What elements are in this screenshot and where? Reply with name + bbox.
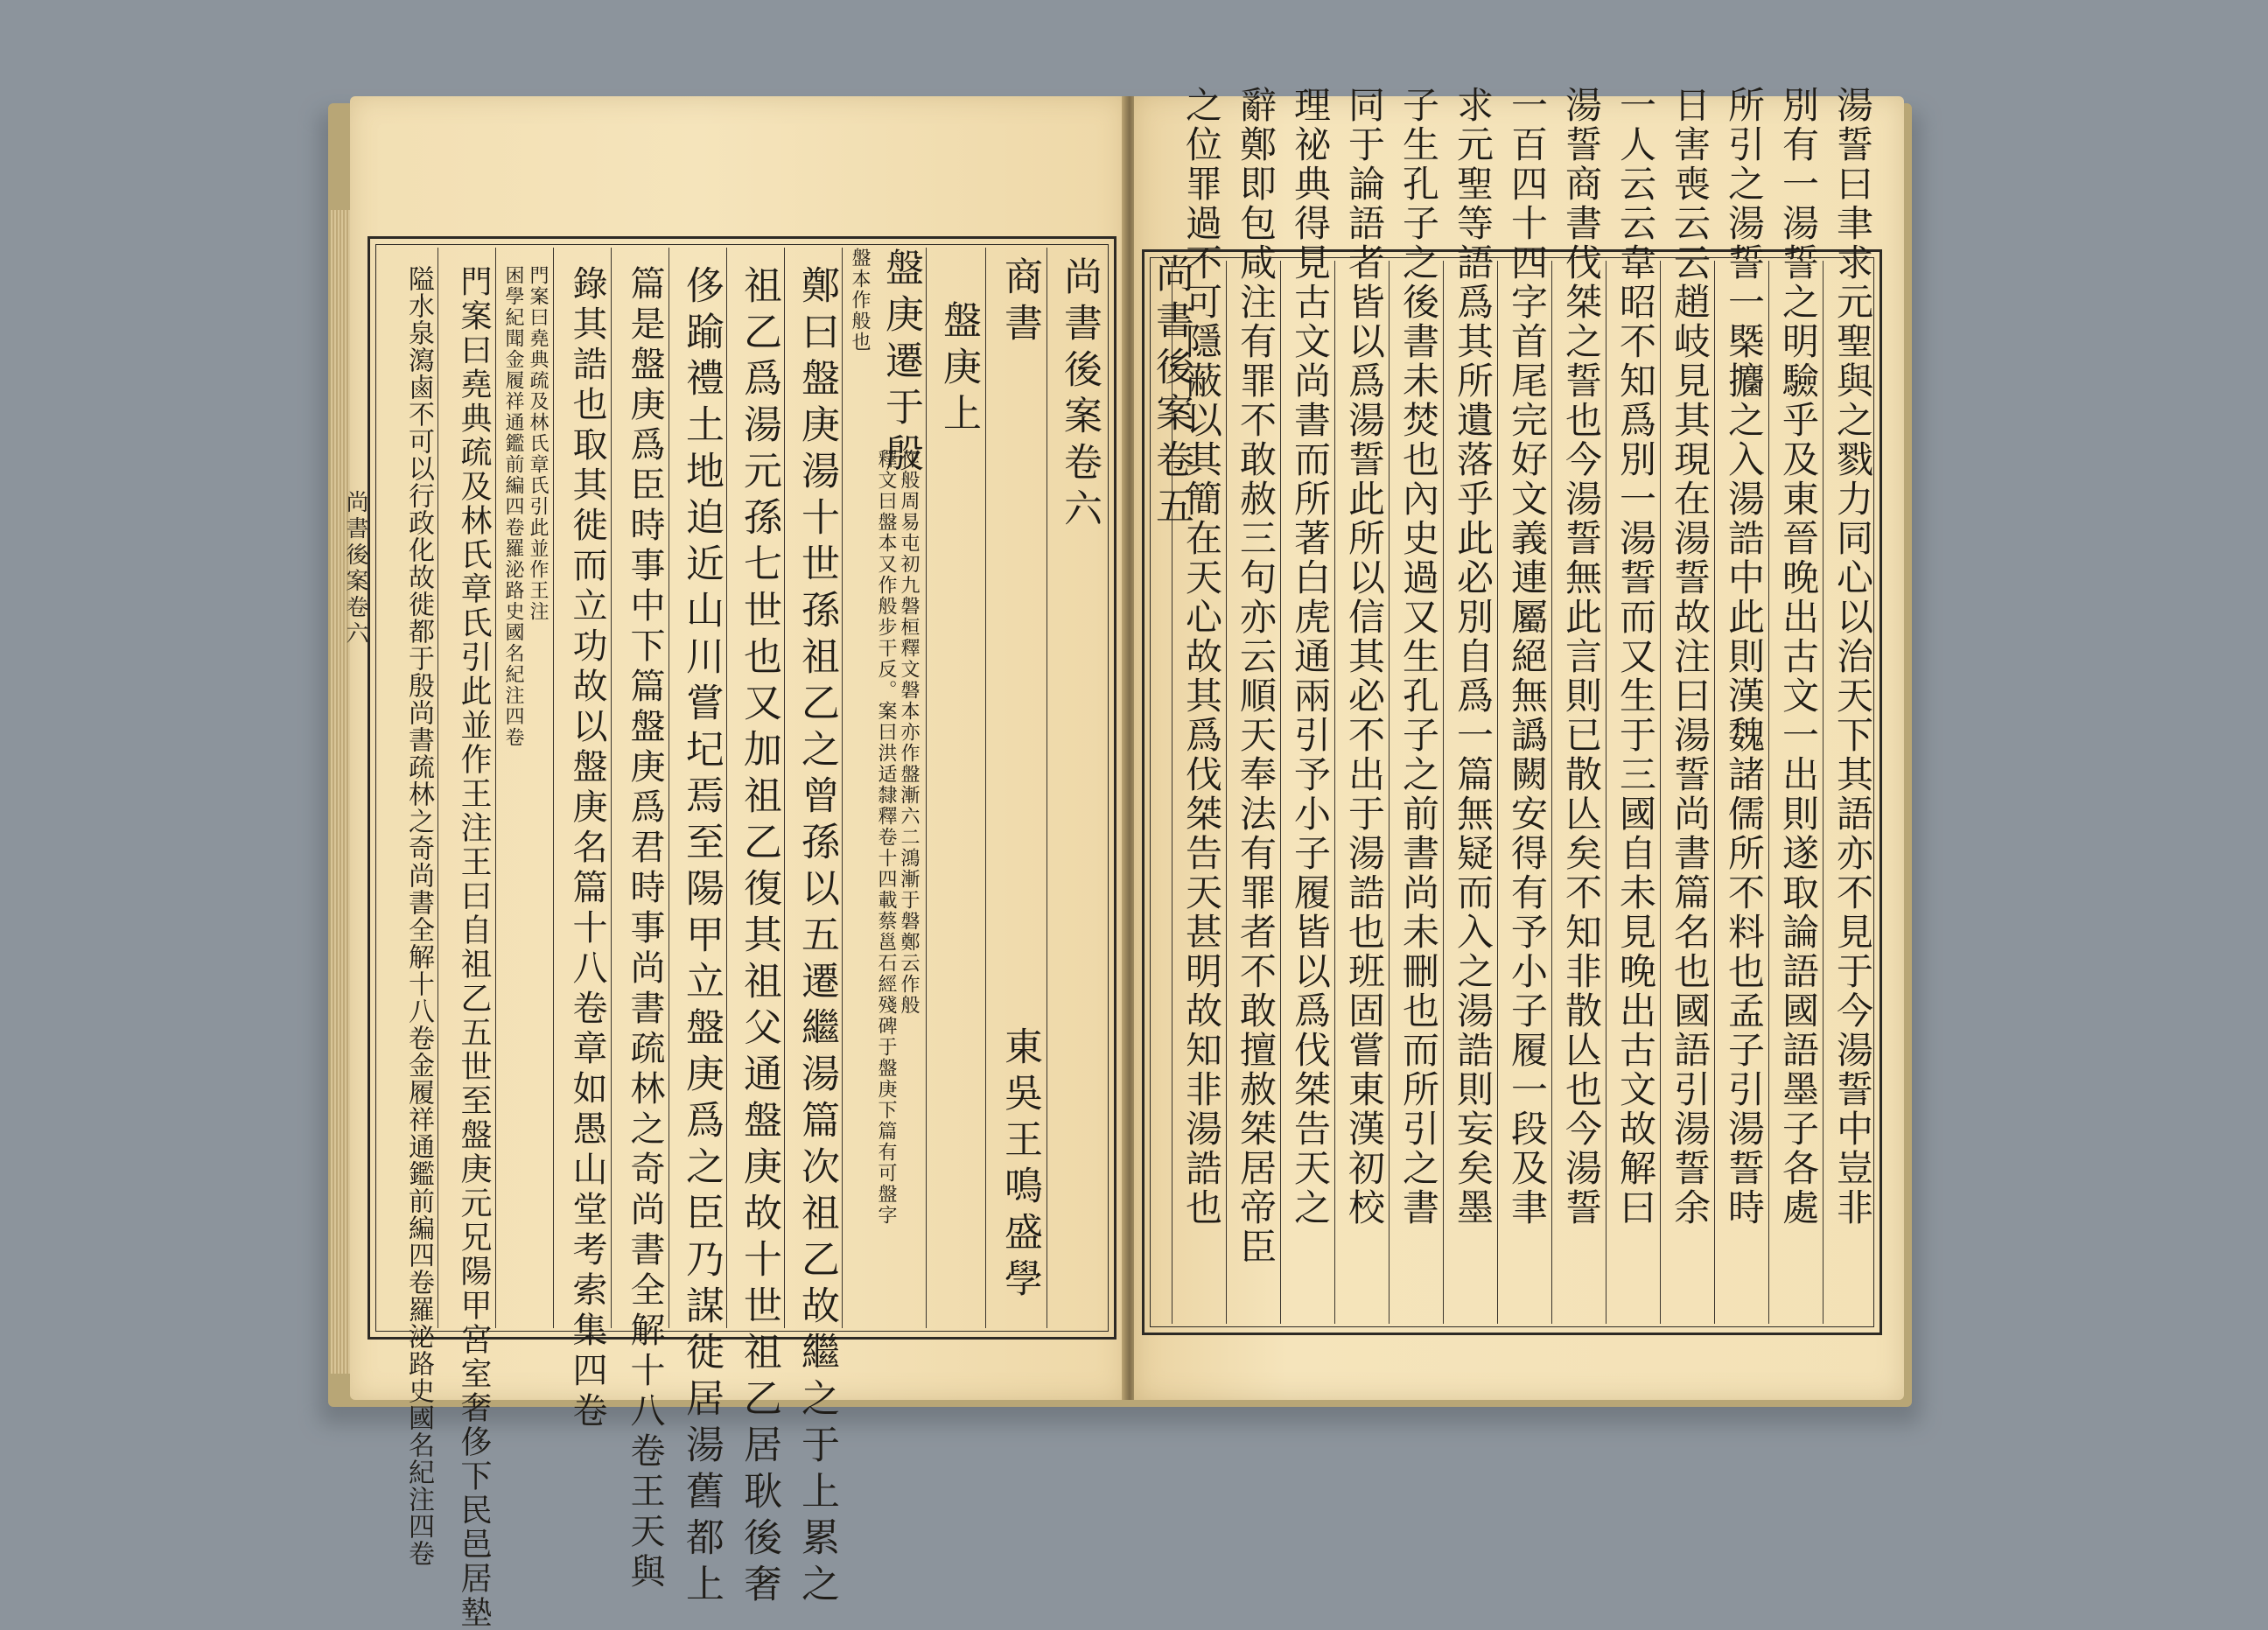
commentary-line: 門案曰堯典疏及林氏章氏引此並作王注王曰自祖乙五世至盤庚元兄陽甲宮室奢侈下民邑居墊: [456, 265, 492, 1630]
side-note: 盤本作般也: [849, 248, 871, 353]
column-rule: [495, 248, 497, 1328]
column-rule: [784, 248, 786, 1328]
right-text-column: 所引之湯誓一槩攟之入湯誥中此則漢魏諸儒所不料也孟子引湯誓時: [1723, 86, 1766, 1228]
column-rule: [1551, 261, 1553, 1324]
margin-note: 困學紀聞金履祥通鑑前編四卷羅泌路史國名紀注四卷: [502, 265, 524, 748]
commentary-line: 鄭曰盤庚湯十世孫祖乙之曾孫以五遷繼湯篇次祖乙故繼之于上累之: [794, 265, 839, 1610]
column-rule: [1389, 261, 1390, 1324]
column-rule: [1497, 261, 1499, 1324]
column-rule: [611, 248, 612, 1328]
right-text-column: 湯誓曰聿求元聖與之戮力同心以治天下其語亦不見于今湯誓中豈非: [1831, 86, 1874, 1228]
right-text-column: 日害喪云云趙岐見其現在湯誓故注曰湯誓尚書篇名也國語引湯誓余: [1669, 86, 1712, 1228]
column-rule: [926, 248, 928, 1328]
left-page-frame: [368, 236, 1116, 1630]
column-rule: [1714, 261, 1716, 1324]
author-line: 東吳王鳴盛學: [998, 1026, 1042, 1305]
column-rule: [1823, 261, 1824, 1324]
left-text-block: [370, 239, 1114, 1630]
column-rule: [842, 248, 844, 1328]
right-text-column: 別有一湯誓之明驗乎及東晉晚出古文一出則遂取論語國語墨子各處: [1777, 86, 1820, 1228]
heading-note-2: 作般周易屯初九磐桓釋文磐本亦作盤漸六二鴻漸于磐鄭云作般: [898, 449, 920, 1016]
right-page-frame: [1142, 86, 1882, 1335]
column-rule: [726, 248, 728, 1328]
column-rule: [1768, 261, 1770, 1324]
right-text-column: 理祕典得見古文尚書而所著白虎通兩引予小子履皆以爲伐桀告天之: [1289, 86, 1332, 1228]
commentary-line: 篇是盤庚爲臣時事中下篇盤庚爲君時事尚書疏林之奇尚書全解十八卷王天與: [625, 265, 665, 1593]
column-rule: [1046, 248, 1048, 1328]
column-rule: [985, 248, 987, 1328]
column-rule: [668, 248, 670, 1328]
column-rule: [1660, 261, 1662, 1324]
heading-note: 釋文曰盤本又作般步干反。案曰洪适隸釋卷十四載蔡邕石經殘碑于盤庚下篇有可盤字: [875, 449, 897, 1226]
chapter-title: 盤庚上: [936, 300, 981, 439]
column-rule: [1280, 261, 1282, 1324]
right-text-column: 子生孔子之後書未焚也內史過又生孔子之前書尚未刪也而所引之書: [1397, 86, 1440, 1228]
volume-footer-title: 尚書後案卷五: [1149, 254, 1194, 532]
commentary-line: 隘水泉瀉鹵不可以行政化故徙都于殷尚書疏林之奇尚書全解十八卷金履祥通鑑前編四卷羅泌路史國名紀注四卷: [403, 265, 434, 1567]
right-text-block: [1144, 86, 1880, 1333]
commentary-line: 侈踰禮土地迫近山川嘗圮焉至陽甲立盤庚爲之臣乃謀徙居湯舊都上: [679, 265, 724, 1610]
right-text-column: 之位罪過不可隱蔽以其簡在天心故其爲伐桀告天甚明故知非湯誥也: [1180, 86, 1223, 1228]
commentary-line: 錄其誥也取其徙而立功故以盤庚名篇十八卷章如愚山堂考索集四卷: [567, 265, 607, 1432]
column-rule: [1443, 261, 1445, 1324]
right-text-column: 同于論語者皆以爲湯誓此所以信其必不出于湯誥也班固嘗東漢初校: [1343, 86, 1386, 1228]
right-text-column: 辭鄭即包咸注有罪不敢赦三句亦云順天奉法有罪者不敢擅赦桀居帝臣: [1235, 86, 1278, 1267]
spine-label: 尚書後案卷六: [342, 490, 368, 647]
right-text-column: 湯誓商書伐桀之誓也今湯誓無此言則已散亾矣不知非散亾也今湯誓: [1560, 86, 1603, 1228]
right-text-column: 一人云云韋昭不知爲別一湯誓而又生于三國自未見晚出古文故解曰: [1614, 86, 1657, 1228]
column-rule: [553, 248, 555, 1328]
right-text-column: 一百四十四字首尾完好文義連屬絕無譌闕安得有予小子履一段及聿: [1506, 86, 1549, 1228]
column-rule: [1606, 261, 1607, 1324]
column-rule: [1226, 261, 1228, 1324]
commentary-line: 祖乙爲湯元孫七世也又加祖乙復其祖父通盤庚故十世祖乙居耿後奢: [737, 265, 781, 1610]
column-rule: [438, 248, 439, 1328]
chapter-heading: 盤庚遷于殷: [878, 248, 923, 479]
right-text-column: 求元聖等語爲其所遺落乎此必別自爲一篇無疑而入之湯誥則妄矣墨: [1452, 86, 1494, 1228]
margin-note: 門案曰堯典疏及林氏章氏引此並作王注: [527, 265, 549, 622]
dynasty-title: 商書: [998, 256, 1042, 349]
volume-title: 尚書後案卷六: [1057, 256, 1102, 535]
column-rule: [1334, 261, 1336, 1324]
